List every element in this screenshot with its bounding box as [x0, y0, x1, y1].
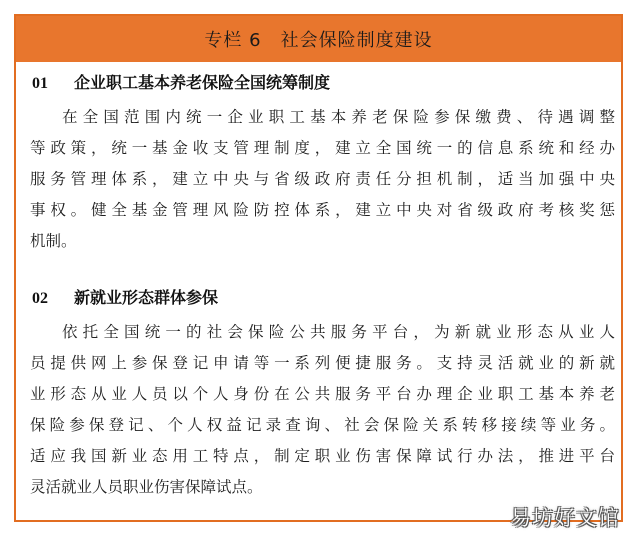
column-box	[14, 14, 623, 522]
section-title: 新就业形态群体参保	[74, 288, 219, 307]
paragraph-line: 员提供网上参保登记申请等一系列便捷服务。支持灵活就业的新就	[30, 354, 615, 372]
section-title: 企业职工基本养老保险全国统筹制度	[74, 73, 331, 92]
section-heading-01	[32, 72, 330, 95]
paragraph-line: 事权。健全基金管理风险防控体系，建立中央对省级政府考核奖惩	[30, 201, 615, 219]
paragraph-line: 业形态从业人员以个人身份在公共服务平台办理企业职工基本养老	[30, 385, 615, 403]
watermark: 易坊好文馆	[510, 506, 620, 530]
paragraph-line: 依托全国统一的社会保险公共服务平台，为新就业形态从业人	[62, 323, 615, 341]
section-number: 01	[32, 75, 48, 92]
column-banner	[16, 16, 621, 62]
section-paragraph-02	[30, 317, 615, 503]
paragraph-line: 适应我国新业态用工特点，制定职业伤害保障试行办法，推进平台	[30, 447, 615, 465]
paragraph-line: 在全国范围内统一企业职工基本养老保险参保缴费、待遇调整	[62, 108, 615, 126]
column-title: 专栏 6 社会保险制度建设	[204, 30, 433, 51]
paragraph-line: 机制。	[30, 232, 77, 250]
paragraph-line: 保险参保登记、个人权益记录查询、社会保险关系转移接续等业务。	[30, 416, 615, 434]
section-paragraph-01	[30, 102, 615, 257]
paragraph-line: 服务管理体系，建立中央与省级政府责任分担机制，适当加强中央	[30, 170, 615, 188]
section-number: 02	[32, 290, 48, 307]
paragraph-line: 灵活就业人员职业伤害保障试点。	[30, 478, 263, 496]
paragraph-line: 等政策，统一基金收支管理制度，建立全国统一的信息系统和经办	[30, 139, 615, 157]
section-heading-02	[32, 287, 218, 310]
